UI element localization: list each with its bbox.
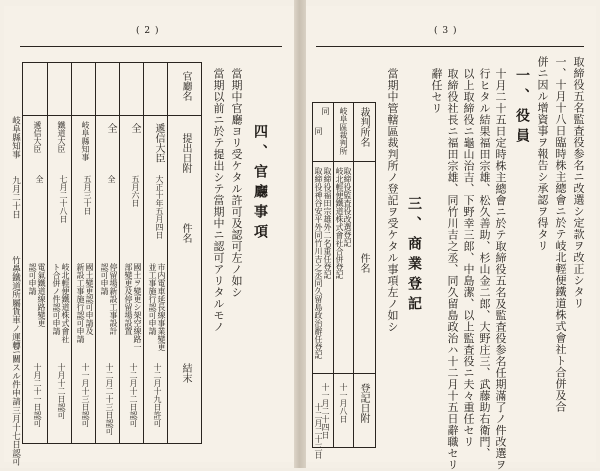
book-gutter	[294, 0, 306, 468]
table-row-result: 十一月十三日認可	[81, 363, 90, 427]
table-row-matter: 市内電車延長線事業變更	[157, 263, 166, 351]
table-row-matter: 部變更及停留場設置	[124, 263, 133, 335]
table-row-matter: 認可申請	[100, 263, 109, 295]
officers-line: 取締役社長ニ福田宗雄、同竹川吉之丞、同久留島政治ハ十二月十五日辭職セリ	[446, 68, 459, 471]
header-matter: 件名	[180, 223, 191, 243]
table-row-matter: 取締役神谷安平外同竹川吉之丞同久留島政治辭任登記	[314, 167, 323, 359]
table-row-result: 十月二十一日認可	[33, 363, 42, 427]
officers-line: 辭任セリ	[430, 68, 443, 114]
header-matter: 件名	[358, 253, 369, 273]
intro-line: 取締役五名監査役参名ニ改選シ定款ヲ改正シタリ	[572, 56, 585, 309]
table-row-authority: 全	[105, 123, 116, 133]
right-page-number: ( 3 )	[434, 26, 458, 36]
table-row-matter: ト合併ノ件認可申請	[52, 263, 61, 335]
table-row-matter: 認可申請	[28, 263, 37, 295]
officers-line: 行ヒタル結果福田宗雄、松久善助、杉山金二郎、大野庄三、武藤助右衛門、	[478, 68, 491, 459]
table-row-date: 十二月二十三日	[314, 403, 323, 459]
table-row-matter: 國土變更認可申請及	[85, 263, 94, 335]
officers-line: 十月二十五日定時株主總會ニ於テ取締役五名及監査役参名任期滿了ノ件改選ヲ	[494, 68, 507, 471]
table-row-date: 九月二十日	[10, 176, 21, 219]
table-row-authority: 岐阜縣知事	[81, 121, 90, 161]
table-row-matter: 岐北輕便鐵道株式會社	[61, 263, 70, 343]
header-date: 提出日附	[180, 133, 191, 173]
table-row-matter: 岐北輕便鐵道株式會社合併登記	[335, 167, 344, 279]
table-row-result: 十二月十九日許可	[153, 363, 162, 427]
table-row-authority: 遞信大臣	[153, 123, 164, 163]
commercial-section-title: 三、商業登記	[406, 196, 422, 316]
left-header-rule	[20, 46, 282, 47]
table-row-result: 三月十七日認可	[10, 406, 21, 466]
intro-line: 一、十月十八日臨時株主總會ニ於テ岐北輕便鐵道株式會社ト合併及合	[554, 56, 567, 413]
header-date: 登記日附	[358, 383, 369, 423]
intro-line: 併ニ因ル增資事ヲ報告シ承認ヲ得タリ	[536, 56, 549, 252]
table-row-result: 十二月十二日認可	[129, 363, 138, 427]
left-page-number: ( 2 )	[136, 26, 160, 36]
table-row-court: 同	[321, 107, 330, 115]
table-row-authority: 鐵道大臣	[57, 121, 66, 153]
table-row-court: 同	[314, 127, 323, 135]
header-result: 結末	[180, 363, 191, 383]
officials-intro-line: 當期中官廳ヨリ受ケタル許可及認可左ノ如シ	[230, 68, 243, 298]
table-row-date: 全	[107, 175, 116, 183]
table-row-matter: 電氣鐵道線路變更	[37, 263, 46, 327]
table-row-matter: 並工事施行認可申請	[148, 263, 157, 335]
officers-line: 以上取締役ニ龜山治吉、下野幸三郎、中島潔、以上監査役ニ夫々重任セリ	[462, 68, 475, 448]
table-row-date: 七月二十八日	[59, 175, 68, 223]
table-row-authority: 全	[129, 123, 140, 133]
table-row-result: 十月十二日認可	[57, 363, 66, 419]
table-row-date: 十一月八日	[339, 383, 348, 423]
officials-table	[22, 62, 202, 444]
right-header-rule	[316, 46, 584, 47]
table-row-date: 大正十年五月四日	[155, 175, 164, 239]
right-page	[306, 6, 596, 471]
table-row-matter: ニ關スル件申請	[10, 346, 21, 406]
left-page	[4, 6, 294, 466]
table-row-date: 五月三十日	[83, 175, 92, 215]
table-row-matter: 新設工事施行認可申請	[76, 263, 85, 343]
table-row-date: 全	[35, 175, 44, 183]
table-row-matter: 竹鼻鐵道所屬貨車ノ運轉	[10, 256, 21, 350]
table-row-matter: 國土ヲ變更シ架空線路一	[133, 263, 142, 351]
table-row-matter: 取締役福田宗雄外二名重任登記	[323, 167, 332, 279]
table-row-court: 岐阜區裁判所	[339, 107, 348, 155]
commercial-table	[312, 102, 376, 459]
officers-section-title: 一、役員	[514, 68, 530, 148]
commercial-intro: 當期中管轄區裁判所ノ登記ヲ受ケタル事項左ノ如シ	[386, 68, 399, 333]
table-row-matter: 取締役監査役改選登記	[343, 167, 352, 247]
table-row-matter: 停留場新設工事設計	[109, 263, 118, 335]
table-row-result: 十二月二十三日認可	[105, 363, 114, 435]
officials-section-title: 四、官廳事項	[252, 124, 268, 244]
table-row-authority: 岐阜縣知事	[10, 116, 21, 159]
table-row-date: 五月六日	[131, 175, 140, 207]
table-row-date: 十一月二十四日	[321, 383, 330, 439]
officials-intro-line: 當期以前ニ於テ提出シテ當期中ニ認可アリタルモノ	[212, 68, 225, 333]
table-row-authority: 遞信大臣	[33, 121, 42, 153]
header-court: 裁判所名	[358, 107, 369, 147]
header-authority: 官廳名	[180, 71, 191, 101]
